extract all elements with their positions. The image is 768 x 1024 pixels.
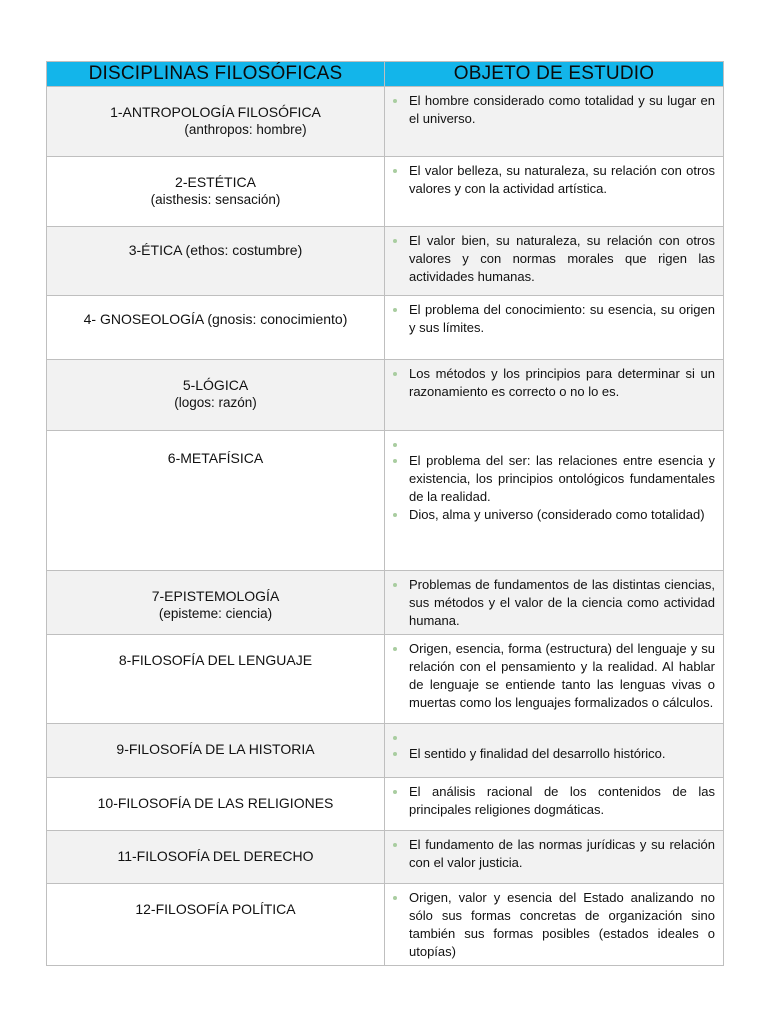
object-cell [385,87,724,157]
discipline-title: 10-FILOSOFÍA DE LAS RELIGIONES [97,795,334,811]
discipline-name [47,724,384,758]
discipline-cell [47,360,385,431]
discipline-title: 7-EPISTEMOLOGÍA [151,588,280,604]
table-row [47,296,724,360]
object-cell [385,571,724,635]
table-row [47,724,724,778]
object-cell [385,296,724,360]
object-item: Dios, alma y universo (considerado como totalidad) [409,506,715,524]
discipline-title: 3-ÉTICA (ethos: costumbre) [128,242,303,258]
header-object: OBJETO DE ESTUDIO [385,62,724,87]
table-row [47,778,724,831]
discipline-etymology: (aisthesis: sensación) [150,192,281,207]
discipline-cell [47,778,385,831]
discipline-cell [47,724,385,778]
discipline-title: 1-ANTROPOLOGÍA FILOSÓFICA [110,104,321,120]
object-cell [385,831,724,884]
discipline-title: 8-FILOSOFÍA DEL LENGUAJE [118,652,313,668]
discipline-title: 5-LÓGICA [182,377,249,393]
discipline-title: 6-METAFÍSICA [167,450,264,466]
discipline-name [47,571,384,623]
object-cell [385,227,724,296]
object-cell [385,157,724,227]
discipline-name [47,635,384,669]
discipline-name [47,227,384,259]
discipline-name [47,296,384,328]
discipline-cell [47,227,385,296]
object-item: Origen, valor y esencia del Estado analizando no sólo sus formas concretas de organización sino también sus formas posibles (estados ideales o utopías) [409,890,715,959]
table-body [47,87,724,966]
object-item: El hombre considerado como totalidad y su lugar en el universo. [409,93,715,126]
discipline-title: 9-FILOSOFÍA DE LA HISTORIA [116,741,315,757]
object-cell [385,431,724,571]
discipline-cell [47,884,385,966]
discipline-name [47,157,384,209]
object-item: El valor belleza, su naturaleza, su relación con otros valores y con la actividad artística. [409,163,715,196]
discipline-name [47,831,384,865]
object-list [409,640,715,712]
discipline-cell [47,87,385,157]
discipline-cell [47,831,385,884]
discipline-etymology: (anthropos: hombre) [184,122,307,137]
table-row [47,571,724,635]
object-item [409,729,715,745]
object-cell [385,884,724,966]
header-row [47,62,724,87]
discipline-name [47,360,384,412]
object-cell [385,635,724,724]
table-row [47,431,724,571]
discipline-cell [47,635,385,724]
discipline-name [47,87,384,139]
object-item: El problema del ser: las relaciones entre esencia y existencia, los principios ontológicos fundamentales de la realidad. [409,453,715,504]
object-list [409,436,715,524]
table-row [47,157,724,227]
object-item: El sentido y finalidad del desarrollo histórico. [409,745,715,763]
object-cell [385,724,724,778]
object-list [409,92,715,128]
table-row [47,884,724,966]
object-list [409,576,715,630]
discipline-name [47,884,384,918]
discipline-cell [47,157,385,227]
discipline-title: 2-ESTÉTICA [175,174,256,190]
object-cell [385,778,724,831]
object-item: Los métodos y los principios para determinar si un razonamiento es correcto o no lo es. [409,366,715,399]
table-row [47,831,724,884]
discipline-cell [47,296,385,360]
object-cell [385,360,724,431]
table-row [47,227,724,296]
object-list [409,783,715,819]
object-list [409,889,715,961]
discipline-name [47,778,384,812]
discipline-title: 12-FILOSOFÍA POLÍTICA [135,901,296,917]
object-item: El problema del conocimiento: su esencia, su origen y sus límites. [409,302,715,335]
object-list [409,232,715,286]
table-row [47,360,724,431]
object-item: Origen, esencia, forma (estructura) del lenguaje y su relación con el pensamiento y la realidad. Al hablar de lenguaje se entiende tanto las lenguas vivas o muertas como los lenguajes formalizados o cálculos. [409,641,715,710]
discipline-name [47,431,384,467]
disciplines-table [46,61,724,966]
object-list [409,365,715,401]
object-list [409,729,715,763]
table-row [47,87,724,157]
table-row [47,635,724,724]
discipline-etymology: (logos: razón) [174,395,257,410]
header-disciplines: DISCIPLINAS FILOSÓFICAS [47,62,385,87]
discipline-title: 11-FILOSOFÍA DEL DERECHO [117,848,314,864]
object-item: El análisis racional de los contenidos de las principales religiones dogmáticas. [409,784,715,817]
object-item [409,436,715,452]
object-item: Problemas de fundamentos de las distintas ciencias, sus métodos y el valor de la ciencia como actividad humana. [409,577,715,628]
object-list [409,162,715,198]
discipline-title: 4- GNOSEOLOGÍA (gnosis: conocimiento) [83,311,348,327]
object-item: El valor bien, su naturaleza, su relación con otros valores y con normas morales que rigen las actividades humanas. [409,233,715,284]
object-item: El fundamento de las normas jurídicas y su relación con el valor justicia. [409,837,715,870]
object-list [409,301,715,337]
discipline-cell [47,431,385,571]
discipline-etymology: (episteme: ciencia) [158,606,273,621]
object-list [409,836,715,872]
discipline-cell [47,571,385,635]
